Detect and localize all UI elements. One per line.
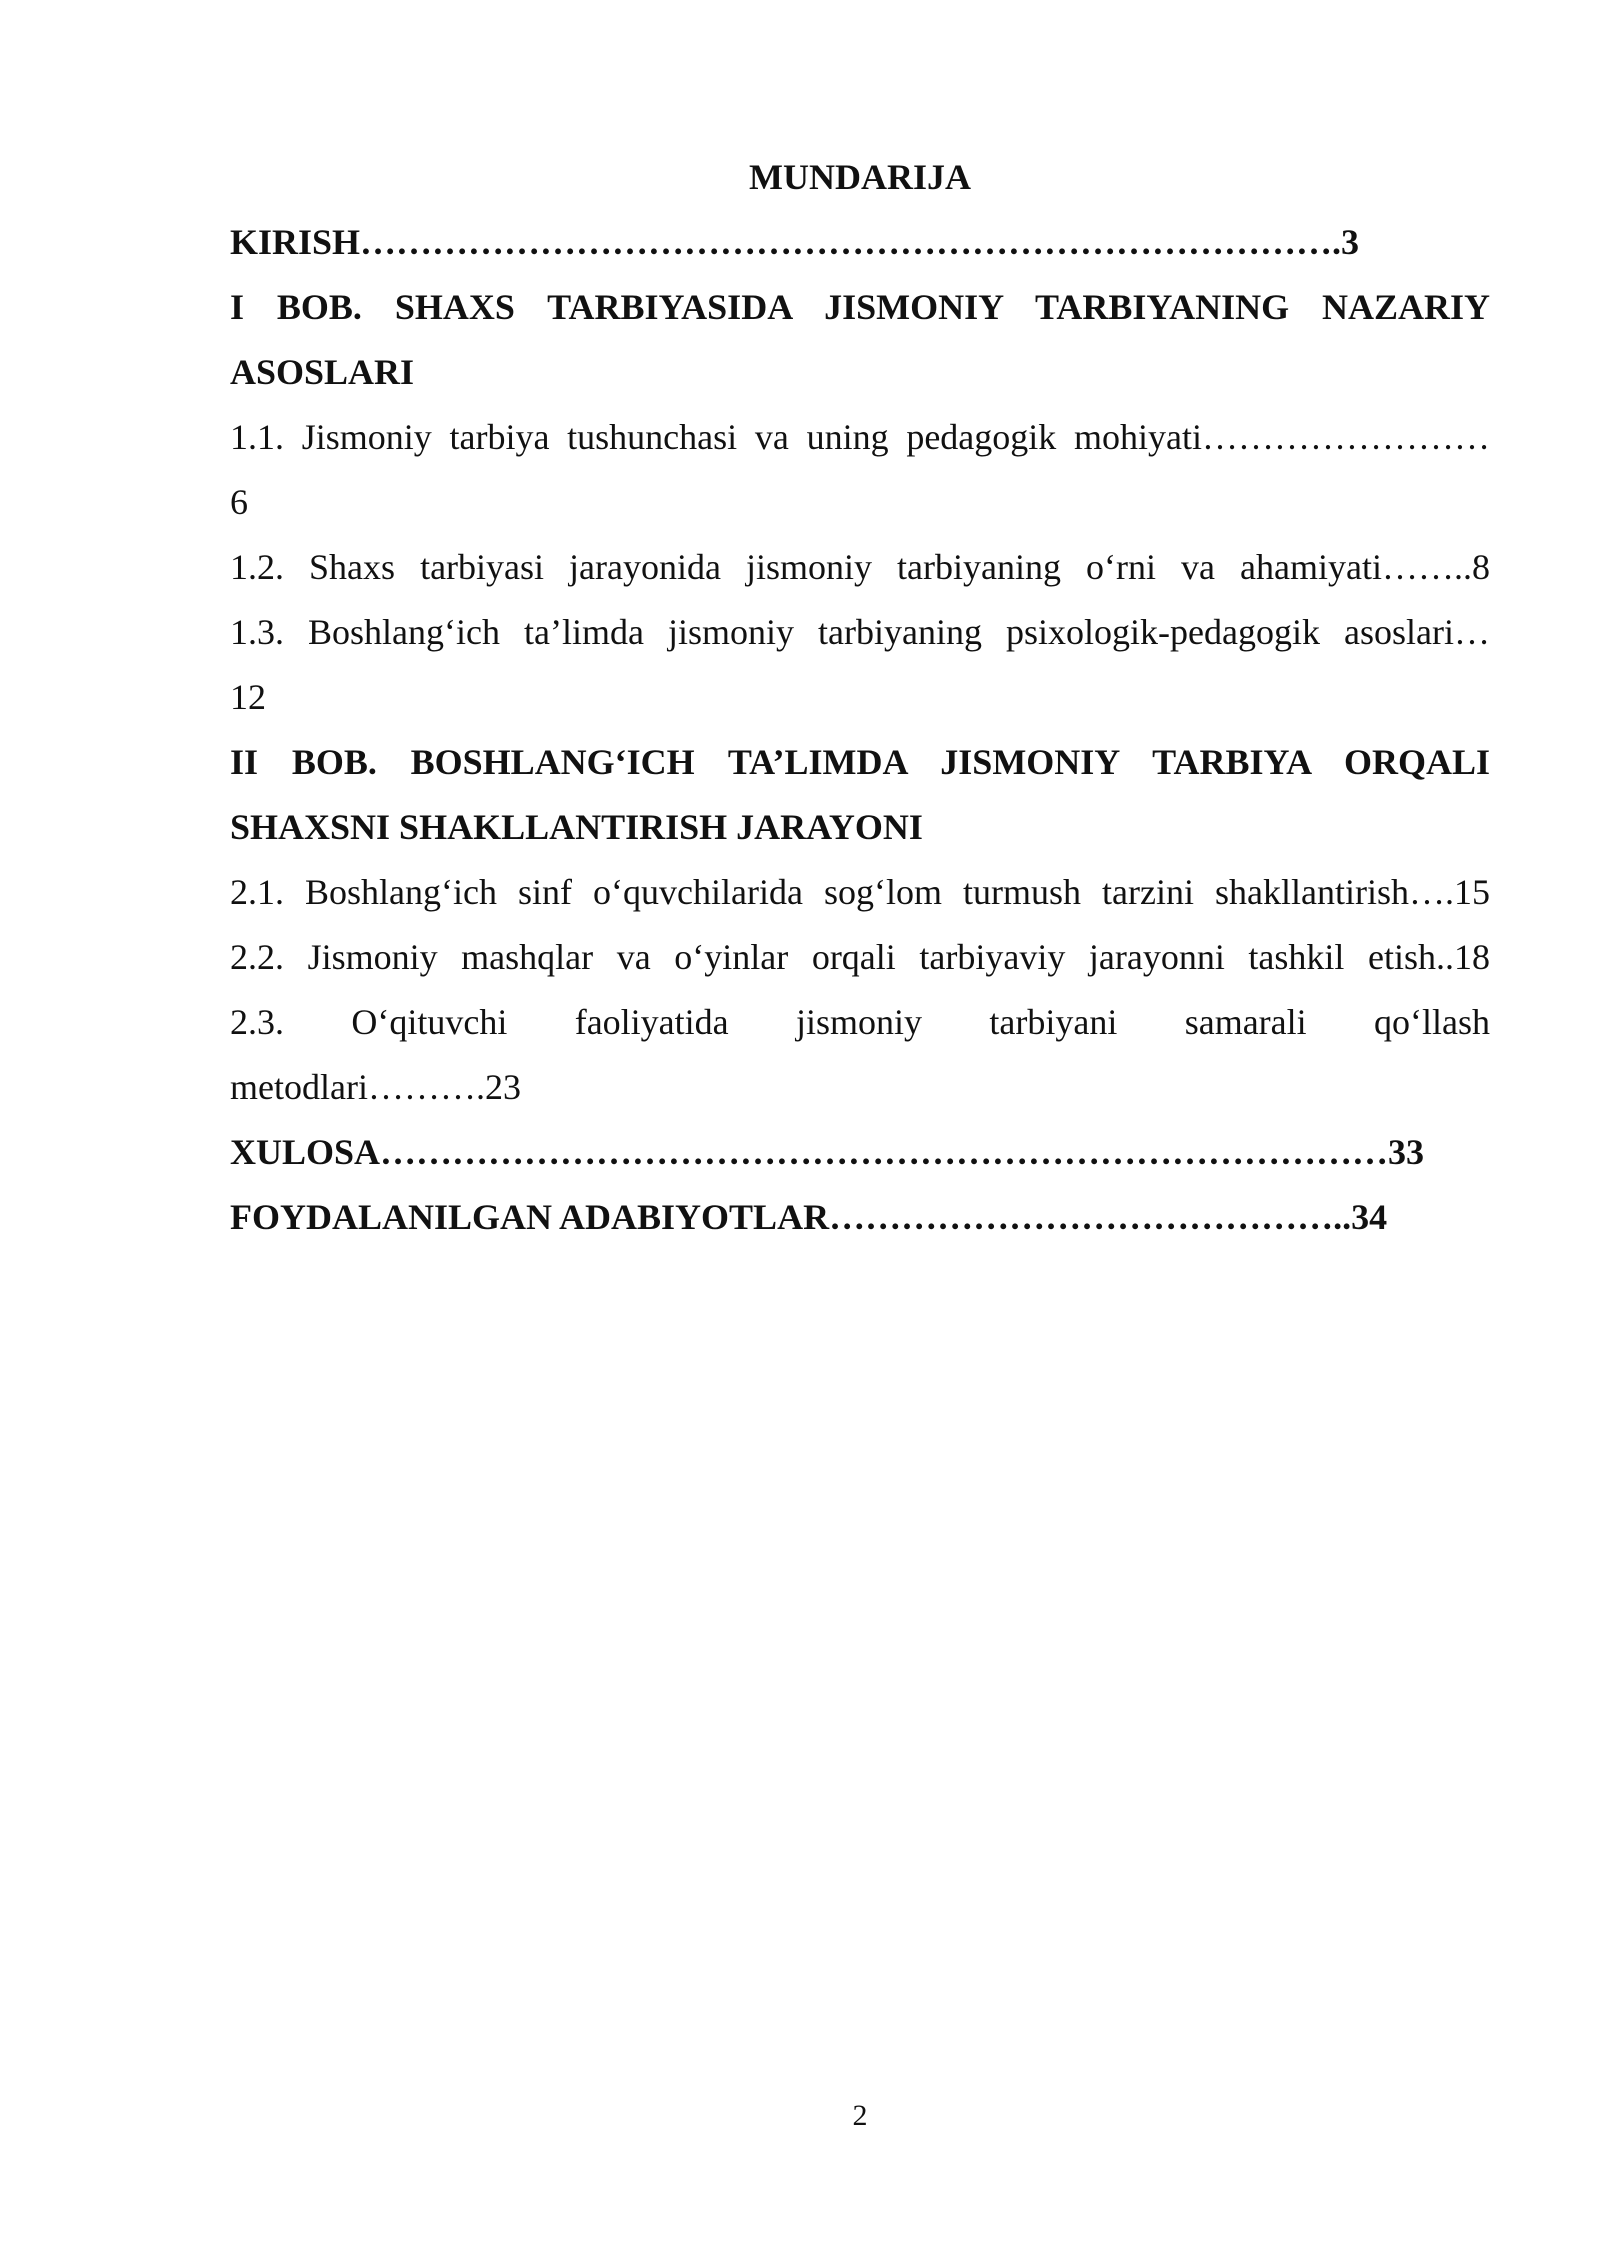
toc-entry-1-3: 1.3. Boshlang‘ich ta’limda jismoniy tarbiyaning psixologik-pedagogik asoslari… xyxy=(230,612,1490,652)
toc-chapter-2-heading-cont: SHAXSNI SHAKLLANTIRISH JARAYONI xyxy=(230,807,923,847)
toc-entry-2-3: 2.3. O‘qituvchi faoliyatida jismoniy tarbiyani samarali qo‘llash xyxy=(230,1002,1490,1042)
toc-entry-1-3-page: 12 xyxy=(230,677,266,717)
toc-entry-conclusion: XULOSA…………………………………………………………………………33 xyxy=(230,1132,1425,1172)
toc-chapter-2-heading: II BOB. BOSHLANG‘ICH TA’LIMDA JISMONIY TARBIYA ORQALI xyxy=(230,742,1490,782)
toc-entry-references: FOYDALANILGAN ADABIYOTLAR……………………………………..34 xyxy=(230,1197,1388,1237)
toc-entry-2-3-cont: metodlari……….23 xyxy=(230,1067,521,1107)
page-number: 2 xyxy=(852,2099,868,2132)
toc-title: MUNDARIJA xyxy=(749,157,971,197)
toc-chapter-1-heading-cont: ASOSLARI xyxy=(230,352,415,392)
toc-entry-2-2: 2.2. Jismoniy mashqlar va o‘yinlar orqali tarbiyaviy jarayonni tashkil etish..18 xyxy=(230,937,1490,977)
toc-entry-intro: KIRISH……………………………………………………………………….3 xyxy=(230,222,1360,262)
toc-entry-1-1: 1.1. Jismoniy tarbiya tushunchasi va uning pedagogik mohiyati…………………… xyxy=(230,417,1490,457)
toc-entry-1-1-page: 6 xyxy=(230,482,248,522)
table-of-contents xyxy=(230,145,1490,1250)
toc-entry-1-2: 1.2. Shaxs tarbiyasi jarayonida jismoniy tarbiyaning o‘rni va ahamiyati……..8 xyxy=(230,547,1490,587)
toc-entry-2-1: 2.1. Boshlang‘ich sinf o‘quvchilarida sog‘lom turmush tarzini shakllantirish….15 xyxy=(230,872,1490,912)
toc-chapter-1-heading: I BOB. SHAXS TARBIYASIDA JISMONIY TARBIYANING NAZARIY xyxy=(230,287,1490,327)
